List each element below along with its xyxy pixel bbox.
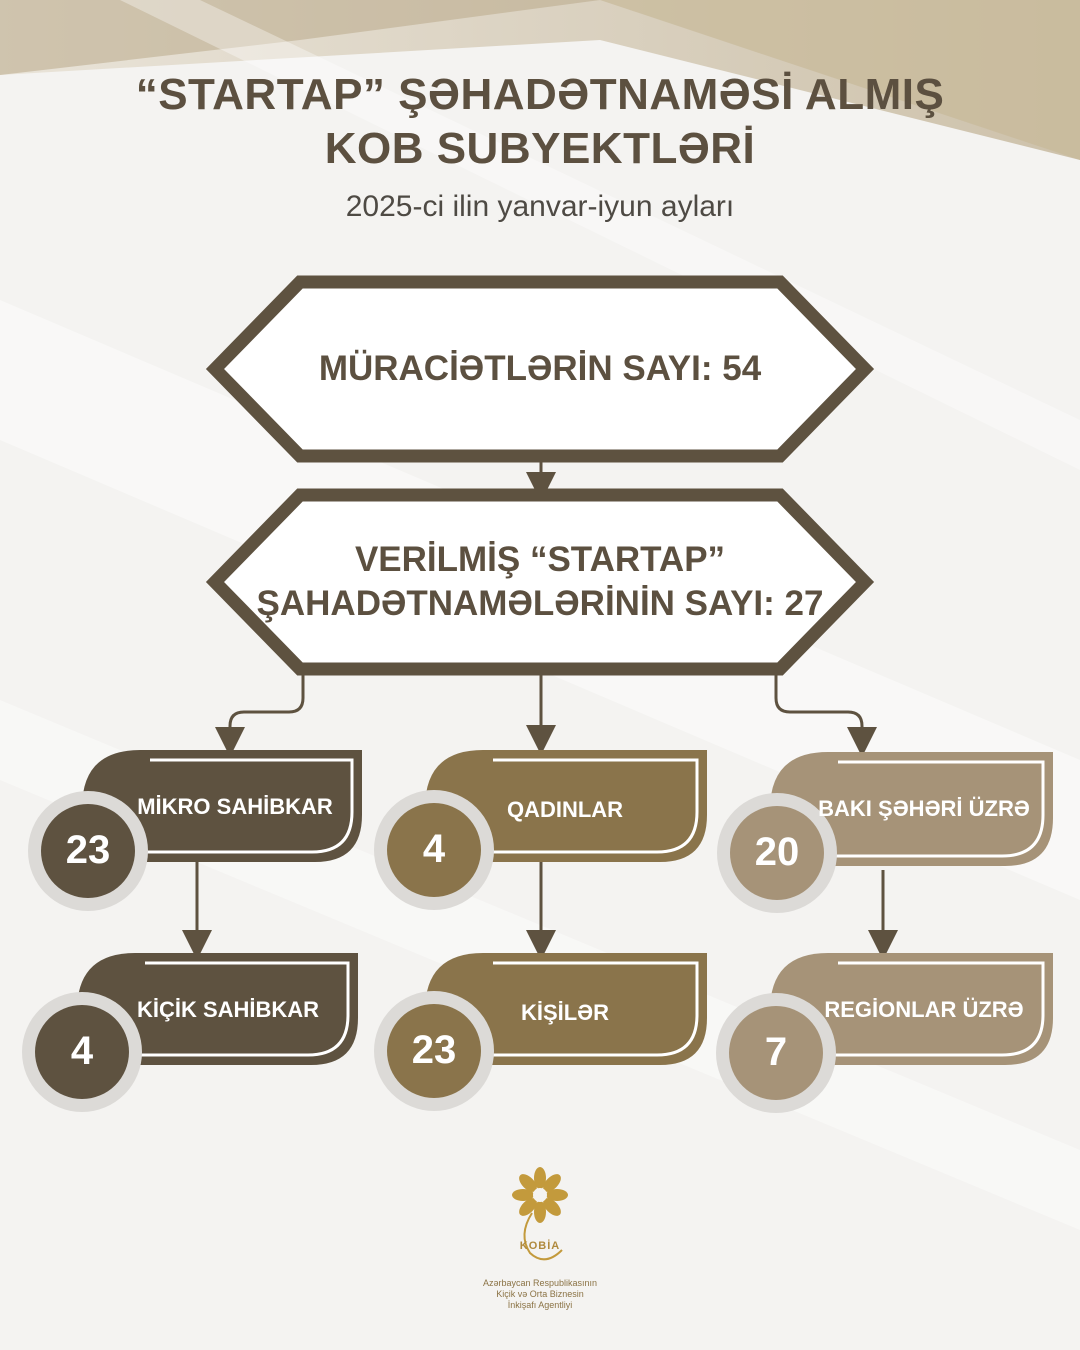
applications-count-text: MÜRACİƏTLƏRİN SAYI: 54: [318, 349, 762, 388]
organization-name: [440, 1278, 640, 1311]
women-label: QADINLAR: [506, 797, 624, 822]
baku-label: BAKI ŞƏHƏRİ ÜZRƏ: [818, 796, 1030, 821]
kobia-logo-word: KOBİA: [519, 1240, 561, 1252]
period-subtitle: 2025-ci ilin yanvar-iyun ayları: [345, 190, 735, 223]
certificates-count-text: [240, 538, 840, 626]
org-line-3: İnkişafı Agentliyi: [507, 1300, 573, 1310]
small-label: KİÇİK SAHİBKAR: [136, 997, 320, 1022]
title-line-1: “STARTAP” ŞƏHADƏTNAMƏSİ ALMIŞ: [135, 70, 945, 119]
small-value: 4: [70, 1029, 94, 1073]
org-line-2: Kiçik və Orta Biznesin: [496, 1289, 584, 1299]
micro-value: 23: [65, 828, 111, 872]
certificates-line-2: ŞAHADƏTNAMƏLƏRİNİN SAYI: 27: [256, 584, 824, 623]
men-value: 23: [411, 1028, 457, 1072]
micro-label: MİKRO SAHİBKAR: [137, 794, 333, 819]
arrow-to-micro: [230, 675, 303, 742]
men-label: KİŞİLƏR: [520, 1000, 610, 1025]
regions-label: REGİONLAR ÜZRƏ: [824, 997, 1024, 1022]
baku-value: 20: [754, 830, 800, 874]
certificates-line-1: VERİLMİŞ “STARTAP”: [354, 540, 726, 579]
org-line-1: Azərbaycan Respublikasının: [482, 1278, 598, 1288]
arrow-to-baku: [776, 675, 862, 742]
regions-value: 7: [764, 1030, 788, 1074]
title-line-2: KOB SUBYEKTLƏRİ: [324, 124, 756, 173]
women-value: 4: [422, 827, 446, 871]
